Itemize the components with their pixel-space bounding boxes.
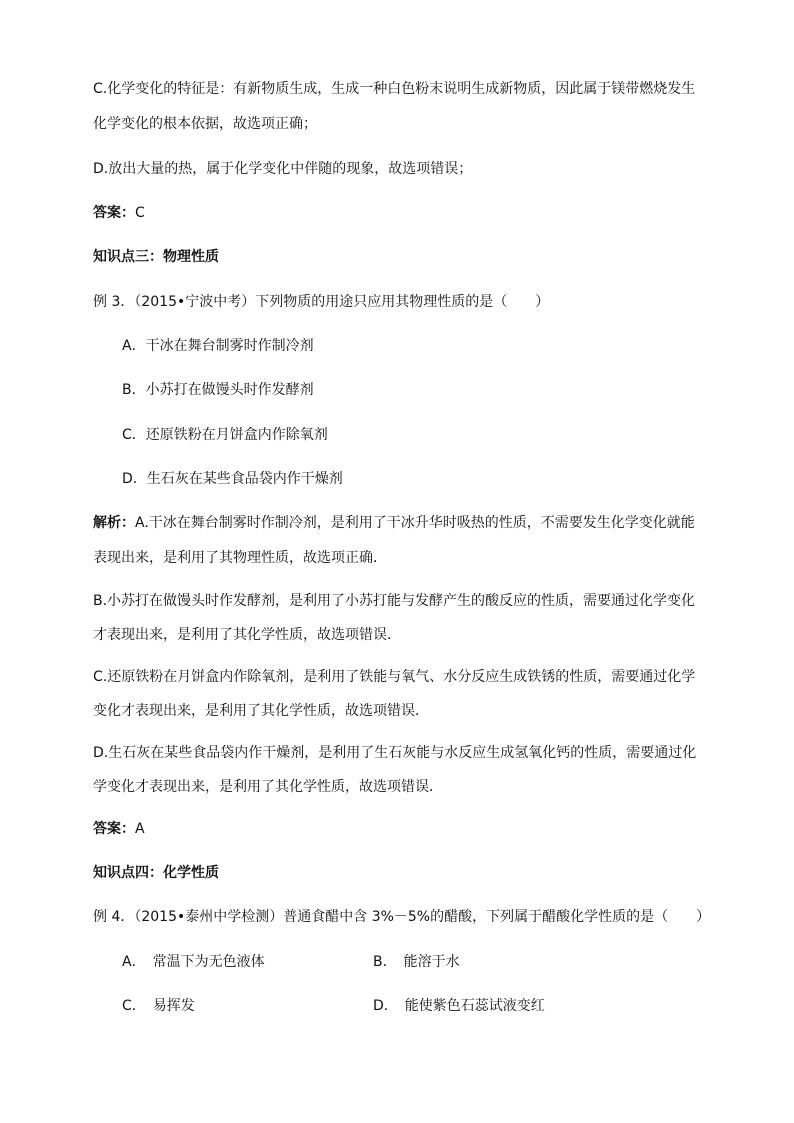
analysis-text: A.干冰在舞台制雾时作制冷剂，是利用了干冰升华时吸热的性质，不需要发生化学变化就能 bbox=[135, 515, 695, 531]
text-line: B.小苏打在做馒头时作发酵剂，是利用了小苏打能与发酵产生的酸反应的性质，需要通过化学变化 bbox=[93, 593, 696, 609]
answer-value: C bbox=[135, 205, 145, 221]
option-b: B．小苏打在做馒头时作发酵剂 bbox=[122, 382, 314, 398]
text-line: D.生石灰在某些食品袋内作干燥剂，是利用了生石灰能与水反应生成氢氧化钙的性质，需要通过化 bbox=[93, 745, 697, 761]
text-line: 化学变化的根本依据，故选项正确； bbox=[93, 116, 317, 132]
option-d: D．生石灰在某些食品袋内作干燥剂 bbox=[122, 471, 343, 487]
section-heading: 知识点四：化学性质 bbox=[93, 865, 219, 881]
question-text: 例 4．（2015•泰州中学检测）普通食醋中含 3%－5%的醋酸，下列属于醋酸化学性质的是（ ） bbox=[93, 909, 711, 925]
analysis-label: 解析： bbox=[93, 515, 135, 531]
text-line: D.放出大量的热，属于化学变化中伴随的现象，故选项错误； bbox=[93, 161, 473, 177]
answer-line bbox=[93, 819, 145, 839]
option-c: C． 易挥发 bbox=[122, 998, 195, 1014]
option-a: A． 常温下为无色液体 bbox=[122, 954, 265, 970]
answer-label: 答案： bbox=[93, 205, 135, 221]
text-line: C.化学变化的特征是：有新物质生成，生成一种白色粉末说明生成新物质，因此属于镁带燃烧发生 bbox=[93, 81, 696, 97]
text-line: 变化才表现出来，是利用了其化学性质，故选项错误． bbox=[93, 703, 429, 719]
option-d: D． 能使紫色石蕊试液变红 bbox=[373, 998, 545, 1014]
text-line: C.还原铁粉在月饼盒内作除氧剂，是利用了铁能与氧气、水分反应生成铁锈的性质，需要通过化学 bbox=[93, 669, 696, 685]
text-line: 表现出来，是利用了其物理性质，故选项正确． bbox=[93, 550, 387, 566]
option-b: B． 能溶于水 bbox=[373, 954, 460, 970]
question-text: 例 3．（2015•宁波中考）下列物质的用途只应用其物理性质的是（ ） bbox=[93, 294, 550, 310]
answer-line bbox=[93, 203, 145, 223]
section-heading: 知识点三：物理性质 bbox=[93, 249, 219, 265]
text-line: 学变化才表现出来，是利用了其化学性质，故选项错误． bbox=[93, 779, 443, 795]
answer-value: A bbox=[135, 821, 145, 837]
text-line: 才表现出来，是利用了其化学性质，故选项错误． bbox=[93, 627, 401, 643]
analysis-line bbox=[93, 513, 695, 533]
option-c: C．还原铁粉在月饼盒内作除氧剂 bbox=[122, 427, 328, 443]
answer-label: 答案： bbox=[93, 821, 135, 837]
option-a: A．干冰在舞台制雾时作制冷剂 bbox=[122, 338, 314, 354]
